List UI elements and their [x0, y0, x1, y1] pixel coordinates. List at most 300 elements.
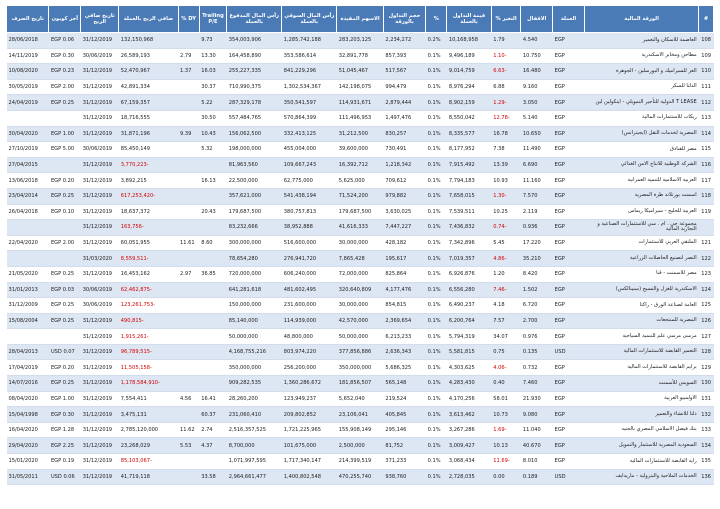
- cell-net-profit: 26,589,193: [119, 48, 178, 64]
- cell-listed-shares: 72,000,000: [337, 266, 384, 282]
- cell-name[interactable]: T LEASE الدولية للتأجير التمويلي - اينكولين لين: [584, 95, 698, 111]
- table-row[interactable]: [7, 391, 714, 407]
- cell-paid-capital: 1,071,997,595: [227, 454, 282, 470]
- cell-idx: 123: [699, 266, 714, 282]
- cell-idx: 119: [699, 204, 714, 220]
- cell-volume: 295,146: [383, 422, 425, 438]
- cell-net-profit: 41,719,118: [119, 469, 178, 485]
- table-row[interactable]: [7, 126, 714, 142]
- cell-close: 4.540: [521, 33, 553, 49]
- cell-net-profit: 42,891,334: [119, 79, 178, 95]
- cell-market-cap: 1,360,286,672: [282, 376, 337, 392]
- cell-volume: 4,177,476: [383, 282, 425, 298]
- cell-volume: 2,234,272: [383, 33, 425, 49]
- cell-volume: 1,218,342: [383, 157, 425, 173]
- cell-profit-date: 31/12/2019: [81, 126, 119, 142]
- cell-paid-capital: 85,140,000: [227, 313, 282, 329]
- cell-last-coupon: USD 0.06: [49, 469, 81, 485]
- cell-coupon-date: 31/12/2009: [7, 298, 49, 314]
- cell-dy: 11.62: [178, 422, 199, 438]
- cell-last-coupon: EGP 0.25: [49, 313, 81, 329]
- cell-pe: [199, 282, 227, 298]
- cell-paid-capital: 198,000,000: [227, 142, 282, 158]
- cell-pct: 0.1%: [426, 376, 447, 392]
- cell-name[interactable]: مصر للفنادق: [584, 142, 698, 158]
- cell-dy: [178, 157, 199, 173]
- cell-name[interactable]: دلتا للانشاء والتعمير: [584, 407, 698, 423]
- cell-paid-capital: 641,281,618: [227, 282, 282, 298]
- cell-idx: 110: [699, 64, 714, 80]
- cell-listed-shares: 42,570,000: [337, 313, 384, 329]
- cell-net-profit: 67,159,357: [119, 95, 178, 111]
- cell-name[interactable]: الشركة الوطنية للانتاج الامن الغذائي: [584, 157, 698, 173]
- table-row[interactable]: [7, 33, 714, 49]
- cell-currency: USD: [553, 344, 585, 360]
- cell-change: 10.73: [491, 407, 521, 423]
- cell-pct: 0.1%: [426, 110, 447, 126]
- cell-pe: [199, 454, 227, 470]
- table-row[interactable]: [7, 204, 714, 220]
- cell-currency: EGP: [553, 407, 585, 423]
- cell-profit-date: 31/12/2019: [81, 266, 119, 282]
- cell-name[interactable]: مطاحن ومخابز الاسكندرية: [584, 48, 698, 64]
- cell-close: 9.160: [521, 79, 553, 95]
- table-row[interactable]: [7, 313, 714, 329]
- cell-net-profit: -8,559,511: [119, 251, 178, 267]
- cell-dy: 11.61: [178, 235, 199, 251]
- cell-trade-value: 3,009,427: [447, 438, 491, 454]
- cell-market-cap: 256,200,000: [282, 360, 337, 376]
- cell-name[interactable]: الدلتا للسكر: [584, 79, 698, 95]
- cell-name[interactable]: السويس للأسمنت: [584, 376, 698, 392]
- table-row[interactable]: [7, 469, 714, 485]
- cell-trade-value: 6,490,237: [447, 298, 491, 314]
- cell-trade-value: 7,019,357: [447, 251, 491, 267]
- cell-name[interactable]: المصرية للمنتجعات: [584, 313, 698, 329]
- cell-pct: 0.1%: [426, 220, 447, 236]
- cell-change: 0.00: [491, 469, 521, 485]
- table-row[interactable]: [7, 188, 714, 204]
- cell-name[interactable]: مجموعة جي . ام . سي للاستثمارات الصناعية و التجارية المالية: [584, 220, 698, 236]
- table-row[interactable]: [7, 110, 714, 126]
- cell-change: 7.57: [491, 313, 521, 329]
- cell-idx: 129: [699, 360, 714, 376]
- cell-close: 0.732: [521, 360, 553, 376]
- table-row[interactable]: [7, 438, 714, 454]
- cell-name[interactable]: العربية الاسلامية للتنمية العمرانية: [584, 173, 698, 189]
- cell-change: 16.78: [491, 126, 521, 142]
- cell-close: 10.650: [521, 126, 553, 142]
- table-row[interactable]: [7, 142, 714, 158]
- cell-paid-capital: 28,260,200: [227, 391, 282, 407]
- cell-last-coupon: [49, 157, 81, 173]
- table-row[interactable]: [7, 376, 714, 392]
- header-change-pct[interactable]: التغير %: [491, 6, 521, 33]
- cell-dy: [178, 110, 199, 126]
- cell-volume: 428,182: [383, 235, 425, 251]
- cell-volume: 830,257: [383, 126, 425, 142]
- cell-trade-value: 8,550,042: [447, 110, 491, 126]
- cell-market-cap: 123,949,237: [282, 391, 337, 407]
- cell-currency: EGP: [553, 235, 585, 251]
- header-profit-date[interactable]: تاريخ صافي الربح: [81, 6, 119, 33]
- cell-close: 8.010: [521, 454, 553, 470]
- cell-pct: 0.1%: [426, 298, 447, 314]
- cell-volume: 709,612: [383, 173, 425, 189]
- cell-name[interactable]: مصر للاسمنت - قنا: [584, 266, 698, 282]
- cell-currency: EGP: [553, 266, 585, 282]
- cell-pe: [199, 251, 227, 267]
- cell-change: -4.06: [491, 360, 521, 376]
- header-idx[interactable]: #: [699, 6, 714, 33]
- cell-profit-date: 31/12/2019: [81, 454, 119, 470]
- cell-coupon-date: 13/06/2018: [7, 173, 49, 189]
- cell-profit-date: 30/06/2019: [81, 282, 119, 298]
- cell-pe: 2.74: [199, 422, 227, 438]
- cell-listed-shares: 31,212,500: [337, 126, 384, 142]
- cell-currency: EGP: [553, 313, 585, 329]
- cell-volume: 2,879,444: [383, 95, 425, 111]
- cell-pct: 0.2%: [426, 33, 447, 49]
- header-volume[interactable]: حجم التداول بالورقة: [383, 6, 425, 33]
- cell-pct: 0.1%: [426, 329, 447, 345]
- cell-trade-value: 8,976,294: [447, 79, 491, 95]
- table-row[interactable]: [7, 157, 714, 173]
- cell-change: 0.40: [491, 376, 521, 392]
- cell-coupon-date: 17/04/2019: [7, 360, 49, 376]
- cell-listed-shares: 16,392,712: [337, 157, 384, 173]
- cell-name[interactable]: ريكاب للاستثمارات المالية: [584, 110, 698, 126]
- cell-close: 35.210: [521, 251, 553, 267]
- table-row[interactable]: [7, 407, 714, 423]
- header-name[interactable]: الورقة المالية: [584, 6, 698, 33]
- cell-volume: 854,815: [383, 298, 425, 314]
- cell-volume: 2,636,343: [383, 344, 425, 360]
- cell-trade-value: 5,581,815: [447, 344, 491, 360]
- cell-name[interactable]: برايم القابضة للاستثمارات المالية: [584, 360, 698, 376]
- cell-name[interactable]: الاولمبيو العربية: [584, 391, 698, 407]
- cell-coupon-date: 26/04/2018: [7, 204, 49, 220]
- cell-dy: [178, 344, 199, 360]
- cell-change: 4.18: [491, 298, 521, 314]
- cell-profit-date: 31/12/2019: [81, 391, 119, 407]
- cell-paid-capital: 50,000,000: [227, 329, 282, 345]
- cell-dy: [178, 251, 199, 267]
- cell-trade-value: 2,728,035: [447, 469, 491, 485]
- cell-volume: 5,686,325: [383, 360, 425, 376]
- table-row[interactable]: [7, 173, 714, 189]
- cell-paid-capital: 350,000,000: [227, 360, 282, 376]
- cell-name[interactable]: راية القابضة للاستثمارات المالية: [584, 454, 698, 470]
- cell-dy: [178, 95, 199, 111]
- cell-last-coupon: EGP 0.06: [49, 33, 81, 49]
- cell-dy: [178, 173, 199, 189]
- cell-idx: 133: [699, 422, 714, 438]
- cell-coupon-date: 31/05/2011: [7, 469, 49, 485]
- cell-close: 11.490: [521, 142, 553, 158]
- cell-profit-date: 31/12/2019: [81, 438, 119, 454]
- header-dy[interactable]: DY %: [178, 6, 199, 33]
- cell-pct: 0.1%: [426, 313, 447, 329]
- header-trade-value[interactable]: قيمة التداول بالعملة: [447, 6, 491, 33]
- cell-net-profit: -163,756: [119, 220, 178, 236]
- cell-idx: 121: [699, 235, 714, 251]
- header-market-cap[interactable]: رأس المال السوقي بالعملة: [282, 6, 337, 33]
- table-row[interactable]: [7, 48, 714, 64]
- cell-profit-date: 30/06/2019: [81, 298, 119, 314]
- cell-volume: 195,617: [383, 251, 425, 267]
- cell-net-profit: -11,505,158: [119, 360, 178, 376]
- cell-last-coupon: EGP 2.00: [49, 235, 81, 251]
- cell-dy: [178, 454, 199, 470]
- cell-volume: 1,497,476: [383, 110, 425, 126]
- cell-idx: 127: [699, 329, 714, 345]
- cell-paid-capital: 255,227,335: [227, 64, 282, 80]
- cell-trade-value: 9,496,189: [447, 48, 491, 64]
- cell-market-cap: 109,667,243: [282, 157, 337, 173]
- cell-close: 9.080: [521, 407, 553, 423]
- table-row[interactable]: [7, 235, 714, 251]
- cell-name[interactable]: التعمير القابضة للاستثمارات المالية: [584, 344, 698, 360]
- cell-last-coupon: EGP 0.25: [49, 188, 81, 204]
- cell-paid-capital: 81,963,560: [227, 157, 282, 173]
- cell-market-cap: 353,586,614: [282, 48, 337, 64]
- cell-net-profit: 18,716,555: [119, 110, 178, 126]
- cell-listed-shares: 111,496,953: [337, 110, 384, 126]
- cell-name[interactable]: العامة لصناعة الورق - راكتا: [584, 298, 698, 314]
- table-row[interactable]: [7, 298, 714, 314]
- cell-name[interactable]: السعودية المصرية للاستثمار والتمويل: [584, 438, 698, 454]
- cell-change: -1.10: [491, 48, 521, 64]
- cell-idx: 135: [699, 454, 714, 470]
- cell-dy: [178, 313, 199, 329]
- cell-idx: 114: [699, 126, 714, 142]
- cell-listed-shares: 155,908,149: [337, 422, 384, 438]
- cell-close: 11.160: [521, 173, 553, 189]
- cell-market-cap: 803,974,220: [282, 344, 337, 360]
- table-row[interactable]: [7, 220, 714, 236]
- cell-net-profit: -85,103,067: [119, 454, 178, 470]
- table-row[interactable]: [7, 282, 714, 298]
- cell-name[interactable]: العز للسيراميك و البورسلين - الجوهرة: [584, 64, 698, 80]
- cell-pe: 16.13: [199, 173, 227, 189]
- cell-net-profit: -490,815: [119, 313, 178, 329]
- cell-last-coupon: [49, 251, 81, 267]
- cell-volume: 3,630,025: [383, 204, 425, 220]
- header-paid-capital[interactable]: رأس المال المدفوع بالعملة: [227, 6, 282, 33]
- cell-coupon-date: 10/08/2020: [7, 64, 49, 80]
- header-pct[interactable]: %: [426, 6, 447, 33]
- cell-name[interactable]: الاسكندرية للغزل والنسيج (سبينالكس): [584, 282, 698, 298]
- cell-pe: 20.43: [199, 204, 227, 220]
- cell-last-coupon: EGP 0.23: [49, 64, 81, 80]
- cell-profit-date: 31/12/2019: [81, 173, 119, 189]
- cell-last-coupon: EGP 0.30: [49, 48, 81, 64]
- cell-listed-shares: 350,000,000: [337, 360, 384, 376]
- cell-change: 10.93: [491, 173, 521, 189]
- table-row[interactable]: [7, 266, 714, 282]
- cell-pe: 60.37: [199, 407, 227, 423]
- cell-profit-date: 31/12/2019: [81, 95, 119, 111]
- cell-currency: EGP: [553, 282, 585, 298]
- cell-close: 8.420: [521, 266, 553, 282]
- cell-profit-date: 31/12/2019: [81, 329, 119, 345]
- cell-volume: 2,369,654: [383, 313, 425, 329]
- cell-net-profit: 7,554,411: [119, 391, 178, 407]
- cell-pe: [199, 360, 227, 376]
- table-row[interactable]: [7, 344, 714, 360]
- header-pe[interactable]: Trailing P/E: [199, 6, 227, 33]
- table-row[interactable]: [7, 251, 714, 267]
- cell-dy: [178, 329, 199, 345]
- cell-currency: EGP: [553, 391, 585, 407]
- cell-pe: 4.37: [199, 438, 227, 454]
- cell-close: 11.040: [521, 422, 553, 438]
- cell-name[interactable]: العاصمة للاسكان والتعمير: [584, 33, 698, 49]
- cell-listed-shares: 23,106,041: [337, 407, 384, 423]
- cell-net-profit: 85,450,149: [119, 142, 178, 158]
- cell-last-coupon: EGP 0.19: [49, 454, 81, 470]
- cell-listed-shares: 50,000,000: [337, 329, 384, 345]
- cell-name[interactable]: العربية للحليج - سيراميكا ريماس: [584, 204, 698, 220]
- table-row[interactable]: [7, 95, 714, 111]
- cell-trade-value: 4,170,256: [447, 391, 491, 407]
- cell-trade-value: 4,283,430: [447, 376, 491, 392]
- table-row[interactable]: [7, 454, 714, 470]
- cell-name[interactable]: اسمنت بورتلاند طرة المصرية: [584, 188, 698, 204]
- cell-currency: EGP: [553, 142, 585, 158]
- cell-profit-date: 31/12/2019: [81, 64, 119, 80]
- cell-listed-shares: 470,255,740: [337, 469, 384, 485]
- cell-net-profit: -3,770,223: [119, 157, 178, 173]
- cell-idx: 112: [699, 95, 714, 111]
- cell-profit-date: 31/12/2019: [81, 360, 119, 376]
- cell-net-profit: 3,892,215: [119, 173, 178, 189]
- cell-change: -1.69: [491, 422, 521, 438]
- cell-listed-shares: 142,198,075: [337, 79, 384, 95]
- cell-pct: 0.1%: [426, 344, 447, 360]
- cell-market-cap: 570,864,399: [282, 110, 337, 126]
- cell-pct: 0.1%: [426, 188, 447, 204]
- cell-trade-value: 8,902,159: [447, 95, 491, 111]
- table-body: [7, 33, 714, 485]
- cell-listed-shares: 377,856,886: [337, 344, 384, 360]
- cell-net-profit: 3,475,131: [119, 407, 178, 423]
- cell-pe: 10.43: [199, 126, 227, 142]
- cell-net-profit: 52,470,967: [119, 64, 178, 80]
- cell-coupon-date: 22/04/2020: [7, 235, 49, 251]
- cell-dy: 2.97: [178, 266, 199, 282]
- cell-name[interactable]: النصر لتصنيع الحاصلات الزراعية: [584, 251, 698, 267]
- cell-close: 6.720: [521, 298, 553, 314]
- cell-listed-shares: 7,865,428: [337, 251, 384, 267]
- cell-change: 13.39: [491, 157, 521, 173]
- cell-currency: EGP: [553, 173, 585, 189]
- cell-idx: 111: [699, 79, 714, 95]
- cell-name[interactable]: مرسى مرسي علم للتنمية السياحية: [584, 329, 698, 345]
- header-close[interactable]: الاقفال: [521, 6, 553, 33]
- cell-pe: 16.03: [199, 64, 227, 80]
- table-row[interactable]: [7, 329, 714, 345]
- cell-currency: USD: [553, 469, 585, 485]
- cell-coupon-date: 31/01/2013: [7, 282, 49, 298]
- cell-paid-capital: 710,990,375: [227, 79, 282, 95]
- table-row[interactable]: [7, 360, 714, 376]
- cell-coupon-date: 30/05/2019: [7, 79, 49, 95]
- cell-trade-value: 8,335,577: [447, 126, 491, 142]
- cell-pe: [199, 344, 227, 360]
- cell-name[interactable]: المصرية لخدمات النقل (ايجيترانس): [584, 126, 698, 142]
- cell-pct: 0.1%: [426, 64, 447, 80]
- cell-change: 58.01: [491, 391, 521, 407]
- cell-last-coupon: EGP 0.30: [49, 407, 81, 423]
- cell-volume: 219,524: [383, 391, 425, 407]
- cell-profit-date: 31/03/2020: [81, 251, 119, 267]
- cell-profit-date: 31/12/2019: [81, 469, 119, 485]
- table-row[interactable]: [7, 64, 714, 80]
- cell-listed-shares: 2,500,000: [337, 438, 384, 454]
- table-row[interactable]: [7, 79, 714, 95]
- cell-dy: [178, 360, 199, 376]
- cell-coupon-date: 30/04/2020: [7, 126, 49, 142]
- cell-market-cap: 209,802,852: [282, 407, 337, 423]
- cell-name[interactable]: بنك فيصل الاسلامي المصري بالجنيه: [584, 422, 698, 438]
- header-listed-shares[interactable]: الاسهم المقيدة: [337, 6, 384, 33]
- cell-pct: 0.1%: [426, 173, 447, 189]
- cell-coupon-date: 27/10/2019: [7, 142, 49, 158]
- cell-trade-value: 7,658,015: [447, 188, 491, 204]
- cell-name[interactable]: الخدمات الملاحية والبترولية - ماريدايف: [584, 469, 698, 485]
- cell-listed-shares: 5,625,000: [337, 173, 384, 189]
- cell-name[interactable]: الملتقي العربي للاستثمارات: [584, 235, 698, 251]
- table-row[interactable]: [7, 422, 714, 438]
- header-last-coupon[interactable]: آخر كوبون: [49, 6, 81, 33]
- cell-market-cap: 48,800,000: [282, 329, 337, 345]
- header-coupon-date[interactable]: تاريخ الصرف: [7, 6, 49, 33]
- cell-pct: 0.1%: [426, 79, 447, 95]
- cell-listed-shares: 32,891,778: [337, 48, 384, 64]
- cell-listed-shares: 30,000,000: [337, 298, 384, 314]
- cell-dy: [178, 188, 199, 204]
- header-currency[interactable]: العملة: [553, 6, 585, 33]
- cell-pct: 0.1%: [426, 469, 447, 485]
- cell-coupon-date: 14/11/2019: [7, 48, 49, 64]
- cell-coupon-date: 29/04/2020: [7, 438, 49, 454]
- cell-close: 2.119: [521, 204, 553, 220]
- cell-change: -4.86: [491, 251, 521, 267]
- cell-market-cap: 481,602,495: [282, 282, 337, 298]
- cell-change: -7.46: [491, 282, 521, 298]
- cell-volume: 371,233: [383, 454, 425, 470]
- cell-market-cap: 606,240,000: [282, 266, 337, 282]
- cell-listed-shares: 179,687,500: [337, 204, 384, 220]
- cell-paid-capital: 357,621,000: [227, 188, 282, 204]
- cell-paid-capital: 557,484,765: [227, 110, 282, 126]
- cell-market-cap: 101,675,000: [282, 438, 337, 454]
- cell-pe: [199, 298, 227, 314]
- cell-close: 0.189: [521, 469, 553, 485]
- cell-pe: [199, 329, 227, 345]
- header-net-profit[interactable]: صافي الربح بالعملة: [119, 6, 178, 33]
- cell-pe: [199, 157, 227, 173]
- cell-close: 6.690: [521, 157, 553, 173]
- cell-coupon-date: 27/04/2015: [7, 157, 49, 173]
- cell-market-cap: 38,952,888: [282, 220, 337, 236]
- cell-close: 17.220: [521, 235, 553, 251]
- cell-change: -6.63: [491, 64, 521, 80]
- cell-idx: 131: [699, 391, 714, 407]
- cell-paid-capital: 8,700,000: [227, 438, 282, 454]
